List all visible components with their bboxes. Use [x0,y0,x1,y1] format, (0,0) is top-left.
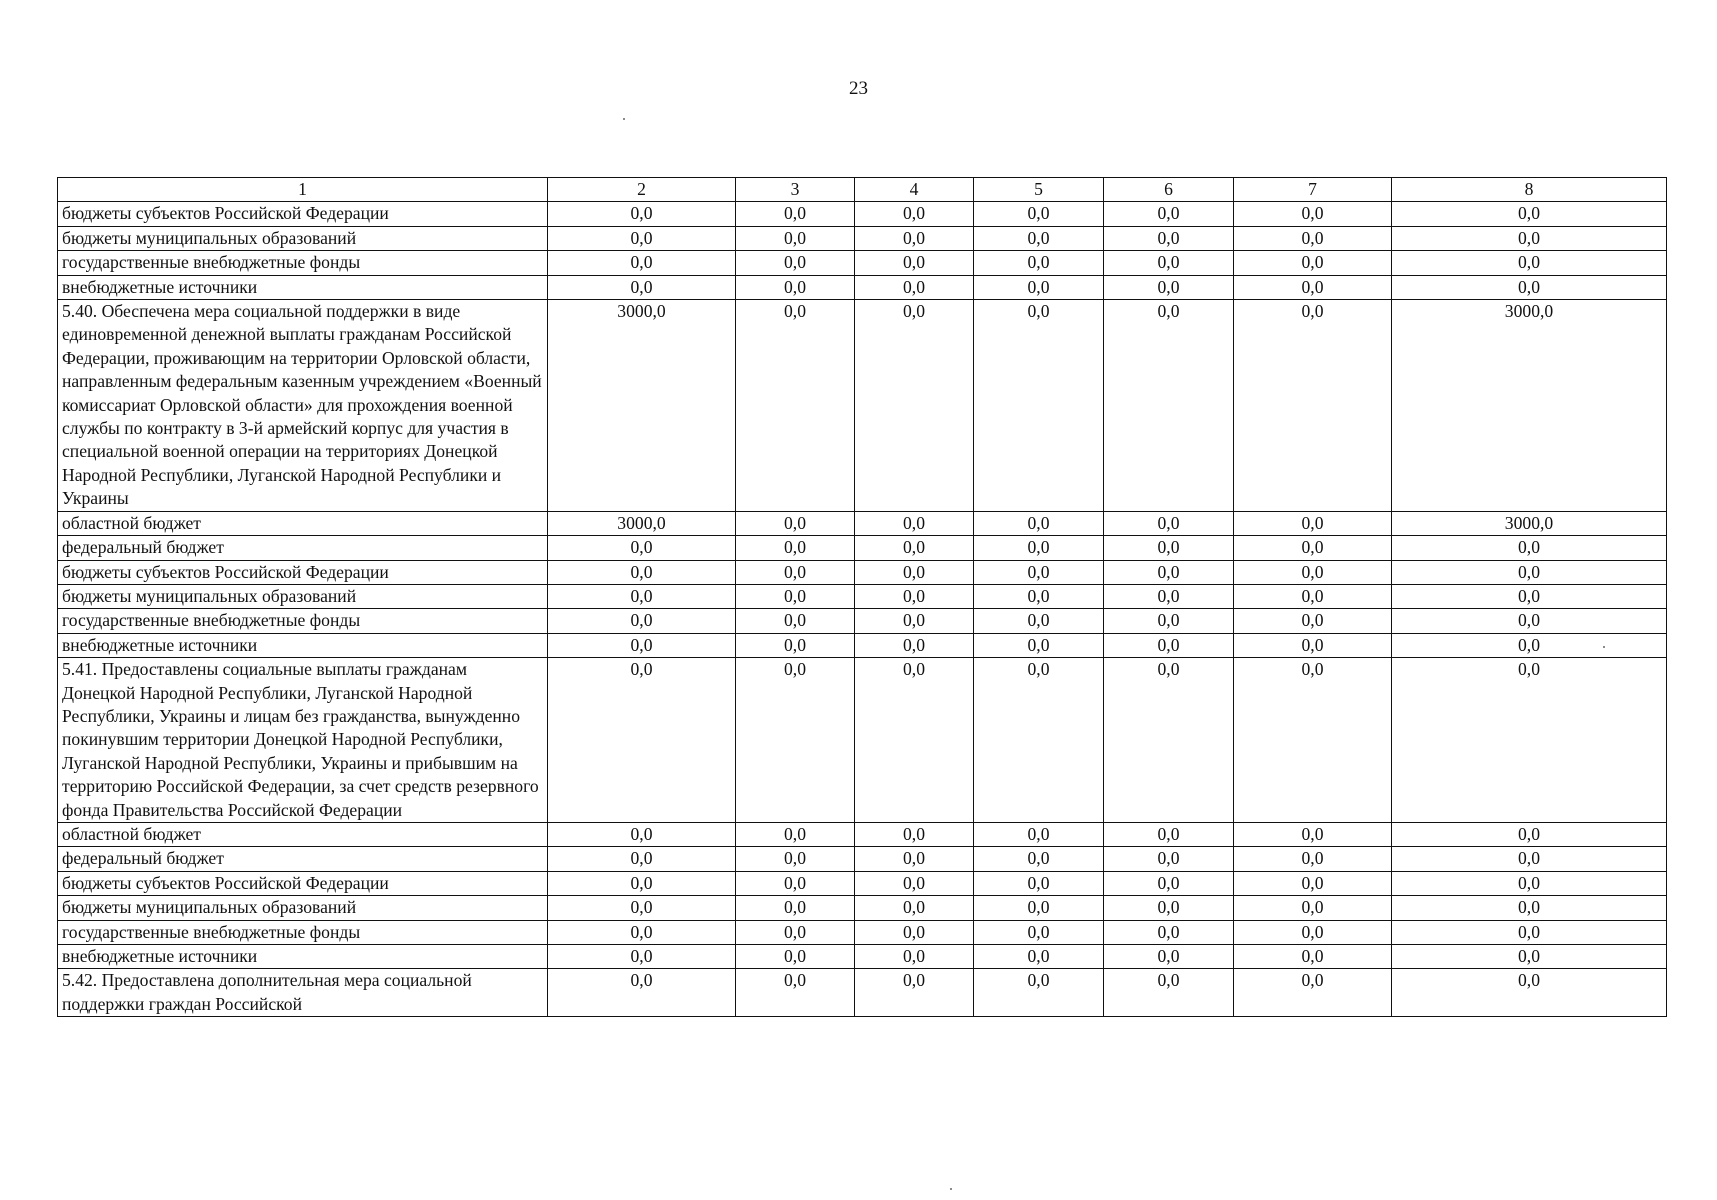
column-header: 1 [58,178,548,202]
table-cell-value: 0,0 [855,251,974,275]
item-description: 5.40. Обеспечена мера социальной поддержки в виде единовременной денежной выплаты гражданам Российской Федерации, проживающим на территории Орловской области, направленным федеральным казенным учреждением «Военный комиссариат Орловской области» для прохождения военной службы по контракту в 3-й армейский корпус для участия в специальной военной операции на территориях Донецкой Народной Республики, Луганской Народной Республики и Украины [58,300,548,512]
table-cell-value: 0,0 [736,251,855,275]
table-cell-value: 0,0 [1392,658,1667,823]
table-cell-value: 0,0 [1392,202,1667,226]
table-cell-value: 0,0 [1392,871,1667,895]
table-cell-value: 0,0 [974,609,1104,633]
table-cell-value: 0,0 [1392,633,1667,657]
table-cell-value: 0,0 [855,822,974,846]
table-cell-value: 0,0 [1392,536,1667,560]
table-cell-value: 0,0 [1234,609,1392,633]
table-cell-value: 0,0 [855,609,974,633]
table-cell-value: 0,0 [736,511,855,535]
table-cell-value: 0,0 [855,560,974,584]
column-header: 3 [736,178,855,202]
column-header: 6 [1104,178,1234,202]
table-cell-value: 0,0 [548,822,736,846]
table-cell-value: 0,0 [855,511,974,535]
table-cell-value: 0,0 [1234,511,1392,535]
table-cell-value: 0,0 [1234,896,1392,920]
table-cell-value: 0,0 [736,609,855,633]
table-cell-value: 0,0 [1392,275,1667,299]
table-cell-value: 0,0 [548,560,736,584]
table-cell-value: 0,0 [855,275,974,299]
column-header: 5 [974,178,1104,202]
table-cell-value: 0,0 [974,633,1104,657]
funding-source-label: внебюджетные источники [58,275,548,299]
table-cell-value: 0,0 [1104,584,1234,608]
table-cell-value: 0,0 [1392,945,1667,969]
page-number: 23 [849,78,868,99]
table-cell-value: 0,0 [1104,275,1234,299]
table-cell-value: 0,0 [855,969,974,1017]
table-cell-value: 0,0 [855,920,974,944]
funding-source-label: бюджеты субъектов Российской Федерации [58,202,548,226]
table-cell-value: 0,0 [974,511,1104,535]
table-cell-value: 0,0 [855,896,974,920]
table-cell-value: 0,0 [548,847,736,871]
table-cell-value: 0,0 [1392,251,1667,275]
table-cell-value: 0,0 [548,251,736,275]
table-cell-value: 0,0 [1234,658,1392,823]
table-cell-value: 0,0 [1234,251,1392,275]
table-row-source [58,896,1667,920]
table-cell-value: 0,0 [855,536,974,560]
table-cell-value: 0,0 [736,560,855,584]
table-cell-value: 0,0 [974,251,1104,275]
table-cell-value: 0,0 [1392,822,1667,846]
table-cell-value: 0,0 [1392,847,1667,871]
table-cell-value: 0,0 [1392,560,1667,584]
table-row-source [58,945,1667,969]
table-cell-value: 0,0 [1104,300,1234,512]
item-description: 5.42. Предоставлена дополнительная мера социальной поддержки граждан Российской [58,969,548,1017]
table-row-source [58,920,1667,944]
table-cell-value: 0,0 [1104,633,1234,657]
table-cell-value: 0,0 [1104,226,1234,250]
table-row-source [58,251,1667,275]
funding-source-label: бюджеты субъектов Российской Федерации [58,560,548,584]
table-cell-value: 0,0 [974,658,1104,823]
table-cell-value: 0,0 [855,871,974,895]
table-row-item [58,658,1667,823]
table-cell-value: 0,0 [736,969,855,1017]
table-cell-value: 0,0 [1104,511,1234,535]
table-cell-value: 0,0 [974,847,1104,871]
table-cell-value: 0,0 [548,920,736,944]
table-cell-value: 0,0 [1104,896,1234,920]
table-cell-value: 0,0 [974,202,1104,226]
table-cell-value: 0,0 [1234,202,1392,226]
table-cell-value: 0,0 [1234,275,1392,299]
table-cell-value: 0,0 [1104,609,1234,633]
table-row-source [58,560,1667,584]
table-cell-value: 0,0 [855,584,974,608]
table-cell-value: 0,0 [736,945,855,969]
table-cell-value: 0,0 [855,202,974,226]
table-cell-value: 0,0 [1104,202,1234,226]
table-cell-value: 0,0 [548,633,736,657]
table-cell-value: 0,0 [1104,536,1234,560]
table-cell-value: 0,0 [1104,251,1234,275]
column-header: 4 [855,178,974,202]
table-cell-value: 0,0 [855,847,974,871]
table-row-source [58,822,1667,846]
table-cell-value: 0,0 [548,896,736,920]
table-cell-value: 0,0 [1234,969,1392,1017]
table-cell-value: 0,0 [1392,584,1667,608]
table-row-source [58,275,1667,299]
table-cell-value: 0,0 [974,275,1104,299]
table-cell-value: 0,0 [548,609,736,633]
table-cell-value: 0,0 [736,896,855,920]
table-cell-value: 0,0 [548,584,736,608]
table-cell-value: 0,0 [974,969,1104,1017]
table-cell-value: 0,0 [736,822,855,846]
funding-source-label: государственные внебюджетные фонды [58,609,548,633]
table-cell-value: 0,0 [736,633,855,657]
table-cell-value: 0,0 [1104,920,1234,944]
table-cell-value: 0,0 [1104,847,1234,871]
table-cell-value: 0,0 [1234,584,1392,608]
item-description: 5.41. Предоставлены социальные выплаты гражданам Донецкой Народной Республики, Луганской Народной Республики, Украины и лицам без гражданства, вынужденно покинувшим территории Донецкой Народной Республики, Луганской Народной Республики, Украины и прибывшим на территорию Российской Федерации, за счет средств резервного фонда Правительства Российской Федерации [58,658,548,823]
table-cell-value: 0,0 [736,275,855,299]
table-cell-value: 3000,0 [548,300,736,512]
table-cell-value: 0,0 [974,822,1104,846]
table-cell-value: 0,0 [974,920,1104,944]
table-cell-value: 0,0 [548,202,736,226]
column-header: 7 [1234,178,1392,202]
funding-source-label: федеральный бюджет [58,536,548,560]
table-row-source [58,633,1667,657]
table-row-source [58,511,1667,535]
scan-speck [950,1188,952,1190]
table-cell-value: 0,0 [1234,822,1392,846]
funding-source-label: бюджеты муниципальных образований [58,896,548,920]
table-cell-value: 0,0 [548,945,736,969]
table-row-source [58,202,1667,226]
table-row-item [58,300,1667,512]
table-cell-value: 3000,0 [548,511,736,535]
table-cell-value: 0,0 [1104,658,1234,823]
budget-table [57,177,1667,1017]
table-cell-value: 0,0 [1392,969,1667,1017]
table-cell-value: 0,0 [1104,822,1234,846]
table-cell-value: 0,0 [548,275,736,299]
table-cell-value: 0,0 [1234,226,1392,250]
table-row-item [58,969,1667,1017]
table-cell-value: 0,0 [1234,945,1392,969]
table-cell-value: 0,0 [736,871,855,895]
table-cell-value: 0,0 [736,658,855,823]
table-cell-value: 0,0 [974,871,1104,895]
funding-source-label: государственные внебюджетные фонды [58,920,548,944]
table-cell-value: 0,0 [548,969,736,1017]
table-cell-value: 0,0 [736,584,855,608]
table-cell-value: 0,0 [1234,847,1392,871]
column-header: 2 [548,178,736,202]
table-cell-value: 0,0 [1104,945,1234,969]
table-row-source [58,871,1667,895]
funding-source-label: бюджеты муниципальных образований [58,226,548,250]
table-cell-value: 0,0 [736,226,855,250]
table-cell-value: 0,0 [855,945,974,969]
table-cell-value: 0,0 [1234,300,1392,512]
table-row-source [58,609,1667,633]
table-row-source [58,536,1667,560]
funding-source-label: областной бюджет [58,511,548,535]
table-cell-value: 0,0 [1104,560,1234,584]
funding-source-label: областной бюджет [58,822,548,846]
table-cell-value: 0,0 [974,945,1104,969]
table-cell-value: 0,0 [736,202,855,226]
funding-source-label: внебюджетные источники [58,945,548,969]
table-cell-value: 0,0 [1234,633,1392,657]
table-row-source [58,226,1667,250]
table-cell-value: 0,0 [1392,896,1667,920]
table-cell-value: 0,0 [736,920,855,944]
table-cell-value: 3000,0 [1392,511,1667,535]
table-cell-value: 0,0 [974,584,1104,608]
table-cell-value: 0,0 [974,560,1104,584]
table-row-source [58,584,1667,608]
header-row [58,178,1667,202]
table-cell-value: 0,0 [1234,536,1392,560]
table-cell-value: 0,0 [1234,560,1392,584]
table-cell-value: 0,0 [974,226,1104,250]
scan-speck [1603,646,1605,648]
table-cell-value: 0,0 [855,658,974,823]
funding-source-label: федеральный бюджет [58,847,548,871]
funding-source-label: бюджеты субъектов Российской Федерации [58,871,548,895]
table-cell-value: 0,0 [974,536,1104,560]
table-cell-value: 0,0 [736,847,855,871]
table-cell-value: 0,0 [548,536,736,560]
table-cell-value: 0,0 [1234,871,1392,895]
scan-speck [623,118,625,120]
funding-source-label: государственные внебюджетные фонды [58,251,548,275]
table-cell-value: 0,0 [736,300,855,512]
table-cell-value: 0,0 [548,226,736,250]
table-cell-value: 0,0 [548,871,736,895]
table-cell-value: 0,0 [1104,871,1234,895]
table-row-source [58,847,1667,871]
table-cell-value: 0,0 [1392,920,1667,944]
table-cell-value: 0,0 [855,226,974,250]
funding-source-label: внебюджетные источники [58,633,548,657]
table-cell-value: 0,0 [974,300,1104,512]
table-cell-value: 0,0 [974,896,1104,920]
table-cell-value: 0,0 [1104,969,1234,1017]
table-cell-value: 0,0 [855,633,974,657]
table-cell-value: 0,0 [736,536,855,560]
table-cell-value: 0,0 [1392,609,1667,633]
table-cell-value: 0,0 [1392,226,1667,250]
funding-source-label: бюджеты муниципальных образований [58,584,548,608]
table-cell-value: 0,0 [1234,920,1392,944]
table-cell-value: 0,0 [855,300,974,512]
column-header: 8 [1392,178,1667,202]
table-cell-value: 0,0 [548,658,736,823]
table-cell-value: 3000,0 [1392,300,1667,512]
